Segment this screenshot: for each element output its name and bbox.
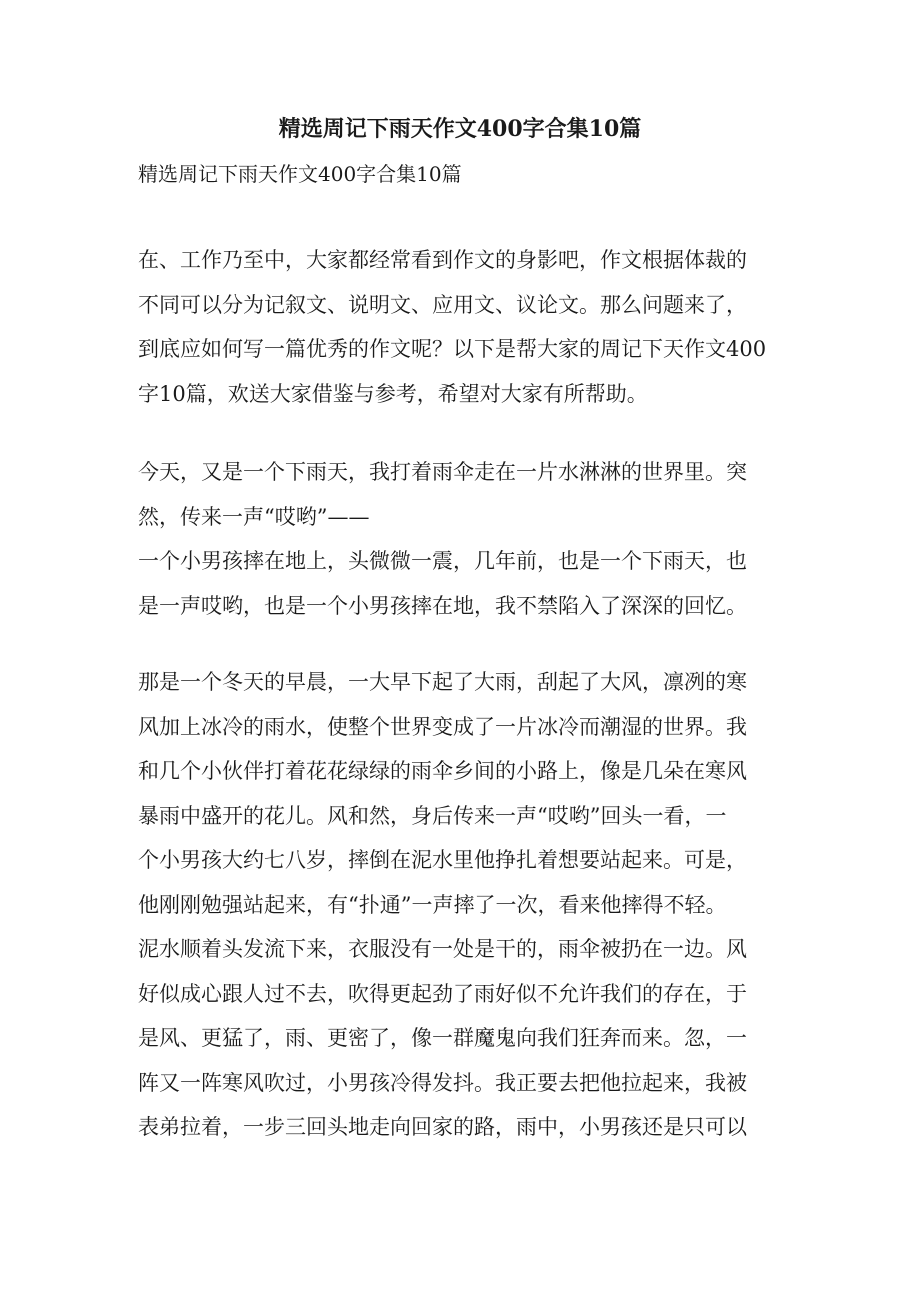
- paragraph-rainy-day: [138, 450, 798, 628]
- paragraph-line: 今天，又是一个下雨天，我打着雨伞走在一片水淋淋的世界里。突: [138, 460, 747, 484]
- paragraph-line: 个小男孩大约七八岁，摔倒在泥水里他挣扎着想要站起来。可是，: [138, 848, 747, 872]
- document-title: 精选周记下雨天作文400字合集10篇: [278, 116, 642, 142]
- paragraph-line: 然，传来一声“哎哟”——: [138, 504, 370, 529]
- paragraph-line: 他刚刚勉强站起来，有“扑通”一声摔了一次，看来他摔得不轻。: [138, 892, 727, 917]
- document-subtitle: 精选周记下雨天作文400字合集10篇: [138, 162, 462, 186]
- paragraph-line: 不同可以分为记叙文、说明文、应用文、议论文。那么问题来了，: [138, 292, 747, 317]
- paragraph-intro: [138, 238, 798, 416]
- paragraph-line: 是风、更猛了，雨、更密了，像一群魔鬼向我们狂奔而来。忽，一: [138, 1026, 747, 1050]
- paragraph-line: 是一声哎哟，也是一个小男孩摔在地，我不禁陷入了深深的回忆。: [138, 593, 747, 618]
- paragraph-line: 在、工作乃至中，大家都经常看到作文的身影吧，作文根据体裁的: [138, 248, 747, 272]
- paragraph-line: 和几个小伙伴打着花花绿绿的雨伞乡间的小路上，像是几朵在寒风: [138, 759, 747, 783]
- paragraph-line: 到底应如何写一篇优秀的作文呢？以下是帮大家的周记下天作文400: [138, 337, 767, 361]
- paragraph-line: 泥水顺着头发流下来，衣服没有一处是干的，雨伞被扔在一边。风: [138, 937, 747, 961]
- paragraph-line: 字10篇，欢送大家借鉴与参考，希望对大家有所帮助。: [138, 381, 648, 406]
- paragraph-line: 风加上冰冷的雨水，使整个世界变成了一片冰冷而潮湿的世界。我: [138, 714, 747, 739]
- paragraph-line: 好似成心跟人过不去，吹得更起劲了雨好似不允许我们的存在，于: [138, 981, 747, 1006]
- paragraph-line: 那是一个冬天的早晨，一大早下起了大雨，刮起了大风，凛冽的寒: [138, 670, 747, 694]
- paragraph-line: 一个小男孩摔在地上，头微微一震，几年前，也是一个下雨天，也: [138, 549, 747, 573]
- paragraph-line: 阵又一阵寒风吹过，小男孩冷得发抖。我正要去把他拉起来，我被: [138, 1070, 747, 1095]
- paragraph-line: 表弟拉着，一步三回头地走向回家的路，雨中，小男孩还是只可以: [138, 1115, 747, 1139]
- paragraph-winter-morning: [138, 660, 798, 1150]
- paragraph-line: 暴雨中盛开的花儿。风和然，身后传来一声“哎哟”回头一看，一: [138, 803, 727, 828]
